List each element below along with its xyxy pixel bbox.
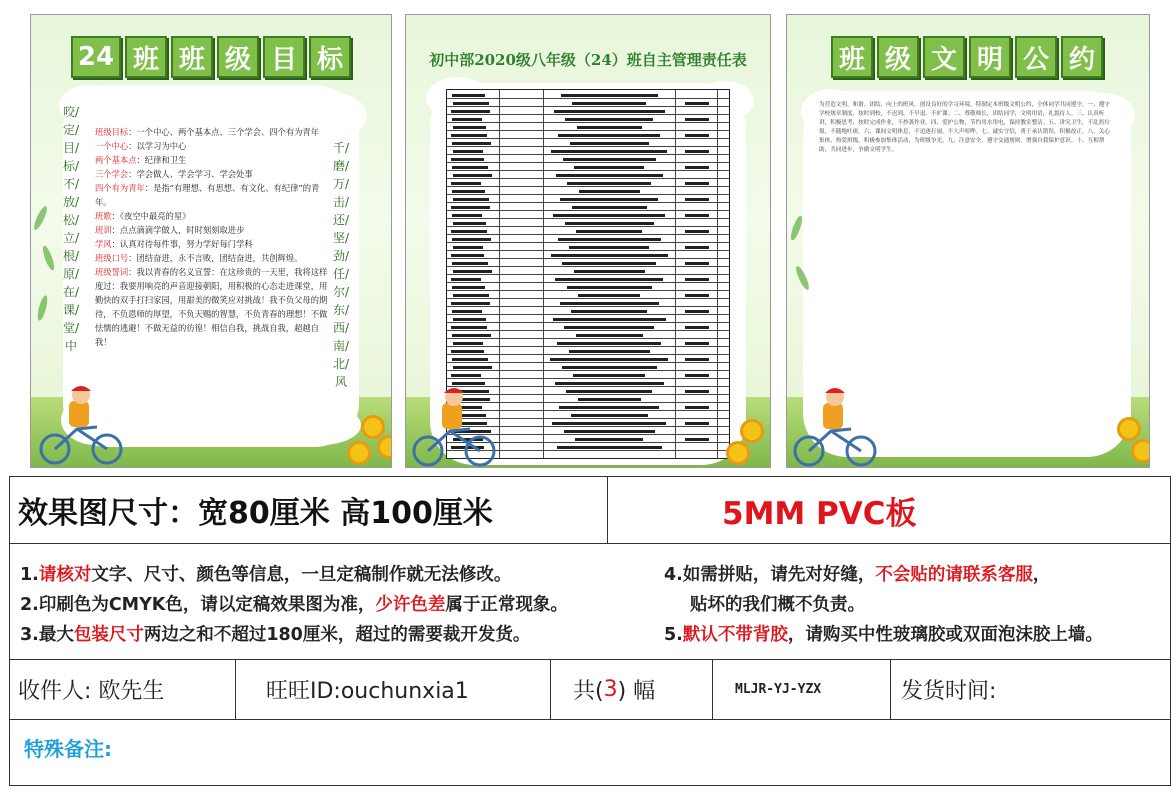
redacted-cell [567,286,652,289]
table-row [447,258,729,259]
redacted-cell [572,102,646,105]
right-couplet: 千/磨/万/击/还/坚/劲/ 任/尔/东/西/南/北/风 [333,141,350,389]
table-row [447,370,729,371]
redacted-cell [551,254,668,257]
note-4: 4.如需拼贴，请先对好缝，不会贴的请联系客服， [664,565,1051,585]
redacted-cell [685,166,709,169]
redacted-cell [565,118,653,121]
table-row [447,274,729,275]
table-row [447,138,729,139]
redacted-cell [452,334,491,337]
goal-title: 24 班 班 级 目 标 [51,35,371,79]
table-row [447,242,729,243]
table-row [447,282,729,283]
redacted-cell [578,294,640,297]
redacted-cell [685,342,709,345]
table-row [447,122,729,123]
redacted-cell [685,310,709,313]
ship-time: 发货时间: [901,678,997,704]
redacted-cell [578,398,641,401]
redacted-cell [451,182,481,185]
redacted-cell [563,158,656,161]
redacted-cell [453,366,492,369]
table-row [447,194,729,195]
redacted-cell [452,94,485,97]
redacted-cell [559,406,659,409]
redacted-cell [685,374,709,377]
redacted-cell [451,230,487,233]
redacted-cell [685,406,709,409]
redacted-cell [551,150,667,153]
redacted-cell [562,366,657,369]
table-row [447,186,729,187]
table-row [447,378,729,379]
note-4-cont: 贴坏的我们概不负责。 [690,595,865,615]
redacted-cell [453,150,483,153]
table-row [447,314,729,315]
order-info-table [9,476,1171,786]
notes-section [10,543,1170,660]
redacted-cell [453,126,486,129]
redacted-cell [685,262,709,265]
redacted-cell [576,334,643,337]
redacted-cell [452,262,488,265]
redacted-cell [452,214,482,217]
redacted-cell [571,310,647,313]
redacted-cell [553,318,666,321]
table-row [447,226,729,227]
table-row [447,130,729,131]
redacted-cell [685,326,709,329]
redacted-cell [452,238,491,241]
redacted-cell [685,134,709,137]
boy-on-bicycle-illustration [791,385,881,468]
redacted-cell [451,206,490,209]
redacted-cell [452,142,491,145]
redacted-cell [452,118,482,121]
redacted-cell [685,246,709,249]
redacted-cell [452,286,485,289]
redacted-cell [685,358,709,361]
table-row [447,346,729,347]
redacted-cell [569,350,650,353]
redacted-cell [554,110,665,113]
redacted-cell [572,206,647,209]
sunflower-icon [726,441,750,465]
duty-table-title: 初中部2020级八年级（24）班自主管理责任表 [429,51,747,69]
redacted-cell [451,350,484,353]
redacted-cell [453,318,486,321]
redacted-cell [453,198,489,201]
redacted-cell [555,278,663,281]
redacted-cell [560,198,658,201]
table-row [447,298,729,299]
redacted-cell [566,390,652,393]
table-row [447,362,729,363]
redacted-cell [569,246,649,249]
note-5: 5.默认不带背胶，请购买中性玻璃胶或双面泡沫胶上墙。 [664,625,1103,645]
table-row [447,146,729,147]
redacted-cell [451,134,487,137]
redacted-cell [560,302,659,305]
redacted-cell [453,102,489,105]
piece-count: 共( 3 ) 幅 [551,659,713,719]
table-row [447,266,729,267]
redacted-cell [453,342,483,345]
redacted-cell [685,214,709,217]
redacted-cell [685,150,709,153]
table-row [447,218,729,219]
redacted-cell [685,390,709,393]
sunflower-icon [347,441,371,465]
boy-on-bicycle-illustration [410,385,500,468]
redacted-cell [451,374,481,377]
redacted-cell [558,238,661,241]
redacted-cell [452,166,488,169]
goal-content: 班级目标：一个中心、两个基本点、三个学会、四个有为青年 一个中心：以学习为中心 两个基本点：纪律和卫生 三个学会：学会做人、学会学习、学会处事 四个有为青年：是指“有理想、有思想、有文化、有纪律”的青年。 班歌：《夜空中最亮的星》 班训：点点滴滴学做人，时时刻刻取进步 学风：认真对待每件事，努力学好每门学科 班级口号：团结奋进，永不言败，团结奋进，共创辉煌。 班级誓词：我以青春的名义宣誓：在这珍贵的一天里，我将这样度过：我要用响亮的声音迎接朝阳，用积极的心态走进课堂，用勤快的双手打扫家园，用甜美的微笑应对挑战！我不负父母的期待，不负恩师的厚望，不负天赐的智慧，不负青春的理想！不做怯懦的逃避！不做无益的彷徨！相信自我，挑战自我，超越自我！ [95,127,328,347]
redacted-cell [451,158,484,161]
table-row [447,322,729,323]
redacted-cell [453,246,483,249]
redacted-cell [550,358,668,361]
redacted-cell [452,190,485,193]
redacted-cell [553,214,665,217]
redacted-cell [685,102,709,105]
left-couplet: 咬/定/目/标/不/放/松/ 立/根/原/在/课/堂/中 [63,105,80,353]
sunflower-icon [1117,417,1141,441]
redacted-cell [561,94,658,97]
table-row [447,250,729,251]
table-row [447,210,729,211]
redacted-cell [685,438,709,441]
sunflower-icon [1131,439,1150,463]
redacted-cell [453,270,492,273]
redacted-cell [453,222,486,225]
note-1: 1.请核对文字、尺寸、颜色等信息，一旦定稿制作就无法修改。 [20,565,512,585]
sunflower-icon [361,415,385,439]
special-remark: 特殊备注: [24,737,112,761]
redacted-cell [685,278,709,281]
panel-duty-table [405,14,771,468]
note-2: 2.印刷色为CMYK色，请以定稿效果图为准，少许色差属于正常现象。 [20,595,568,615]
redacted-cell [574,166,644,169]
table-row [447,306,729,307]
redacted-cell [685,198,709,201]
redacted-cell [685,182,709,185]
redacted-cell [573,374,645,377]
table-row [447,154,729,155]
redacted-cell [451,254,484,257]
panel-class-goal [30,14,392,468]
convention-title: 班 级 文 明 公 约 [807,35,1127,79]
redacted-cell [577,126,642,129]
redacted-cell [556,174,663,177]
table-row [447,354,729,355]
redacted-cell [575,438,643,441]
boy-on-bicycle-illustration [37,383,127,467]
redacted-cell [453,294,489,297]
material-text: 5MM PVC板 [722,495,917,532]
table-row [447,290,729,291]
table-row [447,202,729,203]
redacted-cell [564,326,654,329]
redacted-cell [557,446,662,449]
convention-body: 为营造文明、和谐、团结、向上的班风，创设良好的学习环境，特制定本班级文明公约，全体同学共同遵守。一、遵守学校规章制度，按时到校，不迟到、不早退、不旷课。二、尊敬师长，团结同学，文明用语，礼貌待人。三、认真听讲，积极思考，按时完成作业，不抄袭作业。四、爱护公物，节约用水用电，保持教室整洁。五、讲究卫生，不乱扔垃圾，不随地吐痰。六、课间文明休息，不追逐打闹，不大声喧哗。七、诚实守信，勇于承认错误，积极改正。八、关心集体，热爱班级，积极参加集体活动，为班级争光。九、注意安全，遵守交通规则，增强自我保护意识。十、互相帮助，共同进步，争做文明学生。 [819,102,1110,153]
size-text: 效果图尺寸：宽80厘米 高100厘米 [10,477,608,543]
redacted-cell [452,358,488,361]
redacted-cell [552,422,666,425]
redacted-cell [685,118,709,121]
redacted-cell [570,142,649,145]
table-row [447,106,729,107]
redacted-cell [453,174,492,177]
redacted-cell [571,414,648,417]
redacted-cell [564,430,655,433]
sunflower-icon [740,419,764,443]
redacted-cell [452,310,482,313]
table-row [447,98,729,99]
redacted-cell [451,302,490,305]
redacted-cell [555,382,664,385]
redacted-cell [558,134,660,137]
table-row [447,170,729,171]
table-row [447,338,729,339]
table-row [447,178,729,179]
redacted-cell [562,262,656,265]
redacted-cell [685,422,709,425]
table-row [447,330,729,331]
panel-class-convention [786,14,1150,468]
table-row [447,114,729,115]
redacted-cell [685,230,709,233]
wangwang-id: 旺旺ID:ouchunxia1 [236,659,551,719]
redacted-cell [579,190,640,193]
redacted-cell [451,278,481,281]
redacted-cell [451,326,487,329]
product-code: MLJR-YJ-YZX [713,659,891,719]
redacted-cell [565,222,654,225]
redacted-cell [574,270,645,273]
redacted-cell [576,230,642,233]
note-3: 3.最大包装尺寸两边之和不超过180厘米，超过的需要裁开发货。 [20,625,531,645]
recipient: 收件人: 欧先生 [10,659,236,719]
redacted-cell [567,182,651,185]
redacted-cell [451,110,490,113]
table-row [447,234,729,235]
redacted-cell [685,294,709,297]
redacted-cell [557,342,661,345]
table-row [447,162,729,163]
